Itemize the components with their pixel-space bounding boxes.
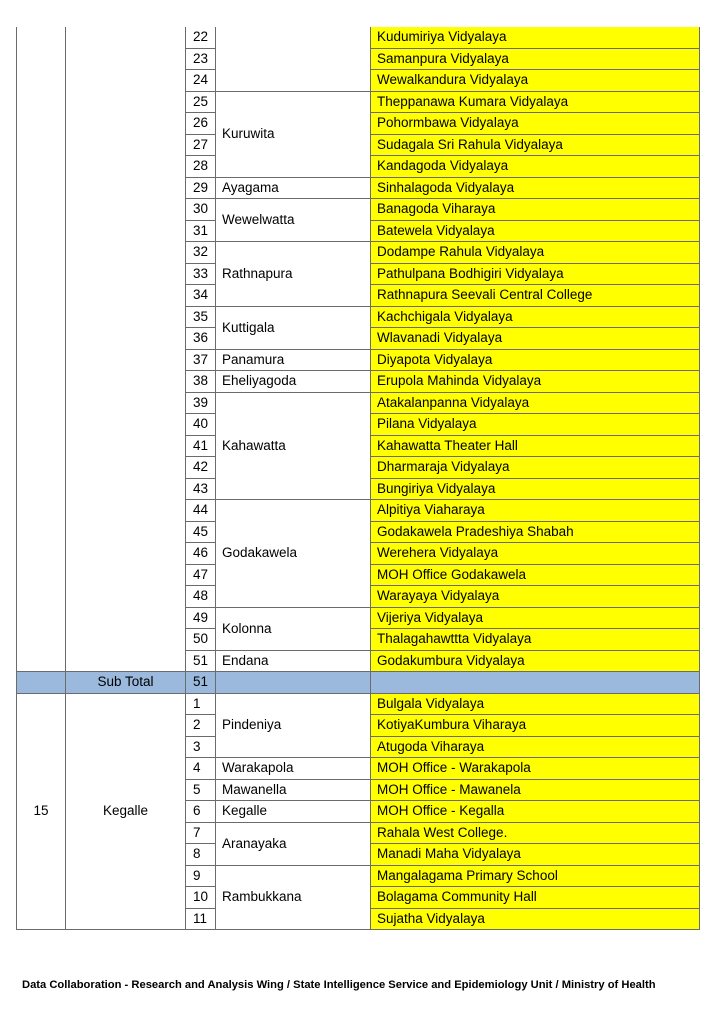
row-number: 38 [186,371,216,393]
district-number: 15 [17,693,66,930]
row-number: 10 [186,887,216,909]
location-name: Sujatha Vidyalaya [371,908,700,930]
location-name: Samanpura Vidyalaya [371,48,700,70]
area-name: Kuttigala [216,306,371,349]
location-name: KotiyaKumbura Viharaya [371,715,700,737]
row-number: 32 [186,242,216,264]
subtotal-label: Sub Total [66,672,186,694]
area-name: Rathnapura [216,242,371,307]
location-name: Kandagoda Vidyalaya [371,156,700,178]
row-number: 40 [186,414,216,436]
row-number: 29 [186,177,216,199]
subtotal-count: 51 [186,672,216,694]
location-name: Banagoda Viharaya [371,199,700,221]
row-number: 30 [186,199,216,221]
row-number: 48 [186,586,216,608]
location-name: Rahala West College. [371,822,700,844]
table-row [17,27,700,48]
location-name: Manadi Maha Vidyalaya [371,844,700,866]
district-name: Kegalle [66,693,186,930]
location-name: Godakawela Pradeshiya Shabah [371,521,700,543]
area-name: Godakawela [216,500,371,608]
row-number: 11 [186,908,216,930]
row-number: 4 [186,758,216,780]
location-name: Kachchigala Vidyalaya [371,306,700,328]
row-number: 2 [186,715,216,737]
location-name: Sinhalagoda Vidyalaya [371,177,700,199]
location-name: Thalagahawttta Vidyalaya [371,629,700,651]
row-number: 47 [186,564,216,586]
location-name: Batewela Vidyalaya [371,220,700,242]
location-name: Dharmaraja Vidyalaya [371,457,700,479]
row-number: 45 [186,521,216,543]
row-number: 6 [186,801,216,823]
location-name: MOH Office - Warakapola [371,758,700,780]
row-number: 44 [186,500,216,522]
area-name: Eheliyagoda [216,371,371,393]
table-row [17,693,700,715]
area-name: Aranayaka [216,822,371,865]
row-number: 41 [186,435,216,457]
location-name: Warayaya Vidyalaya [371,586,700,608]
area-name: Mawanella [216,779,371,801]
row-number: 49 [186,607,216,629]
row-number: 23 [186,48,216,70]
location-name: Godakumbura Vidyalaya [371,650,700,672]
location-name: Sudagala Sri Rahula Vidyalaya [371,134,700,156]
area-name: Wewelwatta [216,199,371,242]
row-number: 7 [186,822,216,844]
row-number: 50 [186,629,216,651]
row-number: 22 [186,27,216,48]
row-number: 33 [186,263,216,285]
location-name: Kudumiriya Vidyalaya [371,27,700,48]
location-name: Atakalanpanna Vidyalaya [371,392,700,414]
area-name: Kolonna [216,607,371,650]
location-name: Diyapota Vidyalaya [371,349,700,371]
row-number: 28 [186,156,216,178]
district-name-cell [66,27,186,672]
location-name: Bolagama Community Hall [371,887,700,909]
subtotal-blank-cell [371,672,700,694]
row-number: 35 [186,306,216,328]
location-name: Kahawatta Theater Hall [371,435,700,457]
location-name: Pohormbawa Vidyalaya [371,113,700,135]
row-number: 51 [186,650,216,672]
location-name: Atugoda Viharaya [371,736,700,758]
location-name: MOH Office - Mawanela [371,779,700,801]
row-number: 34 [186,285,216,307]
subtotal-blank-cell [17,672,66,694]
area-name: Panamura [216,349,371,371]
row-number: 26 [186,113,216,135]
footer-credit: Data Collaboration - Research and Analysis Wing / State Intelligence Service and Epidemiology Unit / Ministry of Health [22,979,656,991]
location-name: MOH Office Godakawela [371,564,700,586]
location-name: Bungiriya Vidyalaya [371,478,700,500]
row-number: 31 [186,220,216,242]
location-name: Erupola Mahinda Vidyalaya [371,371,700,393]
district-number-cell [17,27,66,672]
location-name: Dodampe Rahula Vidyalaya [371,242,700,264]
row-number: 27 [186,134,216,156]
location-name: Wlavanadi Vidyalaya [371,328,700,350]
location-name: Werehera Vidyalaya [371,543,700,565]
location-name: Theppanawa Kumara Vidyalaya [371,91,700,113]
row-number: 24 [186,70,216,92]
row-number: 9 [186,865,216,887]
location-name: Mangalagama Primary School [371,865,700,887]
area-name [216,27,371,91]
row-number: 1 [186,693,216,715]
row-number: 39 [186,392,216,414]
area-name: Kuruwita [216,91,371,177]
location-name: Pathulpana Bodhigiri Vidyalaya [371,263,700,285]
location-name: Alpitiya Viaharaya [371,500,700,522]
area-name: Kahawatta [216,392,371,500]
vaccination-centers-table [16,27,700,930]
location-name: Rathnapura Seevali Central College [371,285,700,307]
row-number: 37 [186,349,216,371]
location-name: Bulgala Vidyalaya [371,693,700,715]
location-name: Pilana Vidyalaya [371,414,700,436]
row-number: 46 [186,543,216,565]
row-number: 42 [186,457,216,479]
area-name: Warakapola [216,758,371,780]
row-number: 8 [186,844,216,866]
subtotal-row [17,672,700,694]
location-name: MOH Office - Kegalla [371,801,700,823]
row-number: 43 [186,478,216,500]
row-number: 3 [186,736,216,758]
subtotal-blank-cell [216,672,371,694]
location-name: Vijeriya Vidyalaya [371,607,700,629]
area-name: Rambukkana [216,865,371,930]
row-number: 5 [186,779,216,801]
area-name: Pindeniya [216,693,371,758]
row-number: 36 [186,328,216,350]
area-name: Ayagama [216,177,371,199]
row-number: 25 [186,91,216,113]
area-name: Endana [216,650,371,672]
location-name: Wewalkandura Vidyalaya [371,70,700,92]
area-name: Kegalle [216,801,371,823]
